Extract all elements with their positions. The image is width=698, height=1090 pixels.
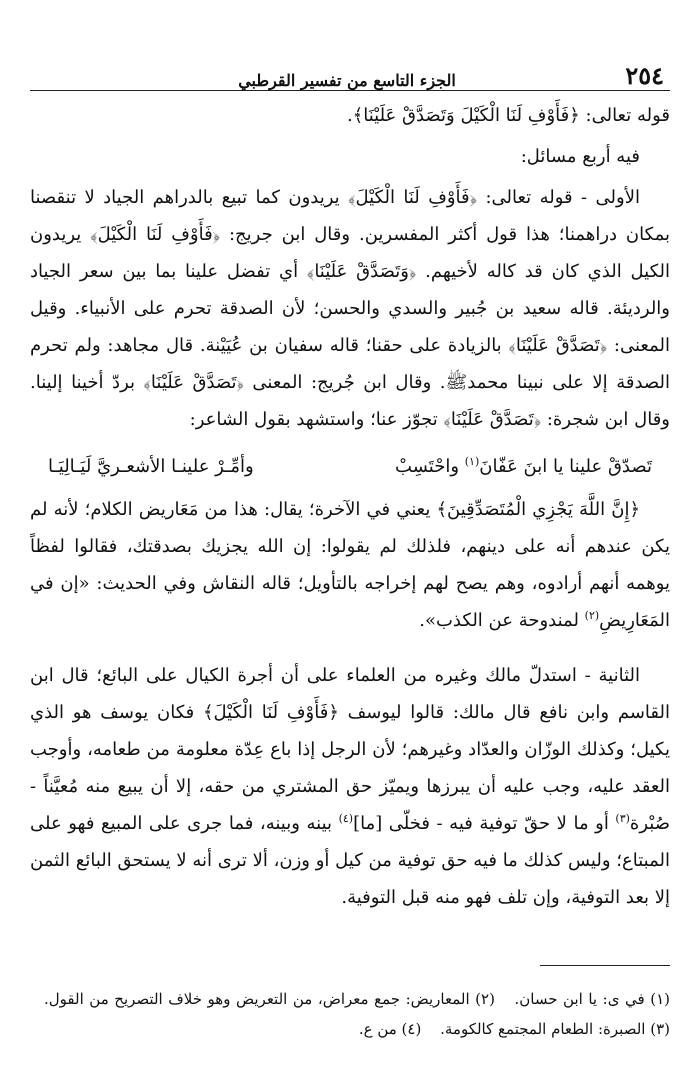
- main-text: [30, 97, 670, 916]
- verse-first-hemistich-text: تَصدّقْ علينا يا ابنَ عَفّانَ: [479, 456, 652, 477]
- issue-two-text-a: الثانية - استدلّ مالك وغيره من العلماء على أن أجرة الكيال على البائع؛ قال ابن القاسم وابن نافع قال مالك: قالوا ليوسف ﴿فَأَوْفِ لَنَا الْكَيْلَ﴾ فكان يوسف هو الذي يكيل؛ وكذلك الوزّان والعدّاد وغيرهم؛ لأن الرجل إذا باع عِدّة معلومة من طعامه، وأوجب العقد عليه، وجب عليه أن يبرزها ويميّز حق المشتري من حقه، إلا أن يبيع منه مُعيَّناً - صُبْرة: [30, 665, 670, 834]
- issue-two-paragraph: [30, 657, 670, 916]
- footnote-3: (٣) الصبرة: الطعام المجتمع كالكومة.: [440, 1020, 670, 1038]
- verse-second-hemistich: وأمِّـرْ علينـا الأشعـريَّ لَيَـالِيَـا: [48, 456, 254, 477]
- footnote-marker-4: (٤): [338, 812, 354, 825]
- footnote-lines: [30, 984, 670, 1044]
- page-header: [30, 50, 670, 91]
- footnote-divider: [540, 965, 670, 966]
- footnote-4: (٤) من ع.: [358, 1020, 422, 1038]
- poetry-verse: [30, 442, 670, 491]
- footnote-marker-3: (٣): [615, 812, 630, 825]
- footnote-marker-1: (١): [464, 455, 480, 468]
- footnote-2: (٢) المعاريض: جمع معراض، من التعريض وهو خلاف التصريح من القول.: [44, 990, 495, 1008]
- verse-heading-paragraph: قوله تعالى: ﴿فَأَوْفِ لَنَا الْكَيْلَ وَتَصَدَّقْ عَلَيْنَا﴾.: [346, 105, 670, 126]
- paragraph-spacer: [30, 643, 670, 657]
- footnotes-section: [30, 965, 670, 1044]
- footnote-1: (١) في ى: يا ابن حسان.: [514, 990, 670, 1008]
- interpretation-text-end: لمندوحة عن الكذب».: [419, 610, 585, 631]
- book-page: [30, 50, 670, 1080]
- issue-two-text-c: بينه وبينه، فما جرى على المبيع فهو على المبتاع؛ وليس كذلك ما فيه حق توفية من كيل أو وزن، ألا ترى أنه لا يستحق البائع الثمن إلا بعد التوفية، وإن تلف فهو منه قبل التوفية.: [30, 813, 670, 908]
- interpretation-text: ﴿إِنَّ اللَّهَ يَجْزِي الْمُتَصَدِّقِينَ﴾ يعني في الآخرة؛ يقال: هذا من مَعَاريض الكلام؛ لأنه لم يكن عندهم أنه على دينهم، فلذلك لم يقولوا: إن الله يجزيك بصدقتك، فقالوا لفظاً يوهمه أنهم أرادوه، وهم يصح لهم إخراجه بالتأويل؛ قاله النقاش وفي الحديث: «إن في المَعَارِيضِ: [30, 499, 670, 631]
- issue-two-text-b: أو ما لا حقّ توفية فيه - فخلّى [ما]: [353, 813, 616, 834]
- verse-first-hemistich-end: واحْتَسِبْ: [395, 456, 465, 477]
- verse-first-hemistich: [395, 448, 652, 485]
- issue-one-paragraph: الأولى - قوله تعالى: ﴿فَأَوْفِ لَنَا الْكَيْلَ﴾ يريدون كما تبيع بالدراهم الجياد لا تنقصنا بمكان دراهمنا؛ هذا قول أكثر المفسرين. وقال ابن جريج: ﴿فَأَوْفِ لَنَا الْكَيْلَ﴾ يريدون الكيل الذي كان قد كاله لأخيهم. ﴿وَتَصَدَّقْ عَلَيْنَا﴾ أي تفضل علينا بما بين سعر الجياد والرديئة. قاله سعيد بن جُبير والسدي والحسن؛ لأن الصدقة تحرم على الأنبياء. وقيل المعنى: ﴿تَصَدَّقْ عَلَيْنَا﴾ بالزيادة على حقنا؛ قاله سفيان بن عُيَيْنة. قال مجاهد: ولم تحرم الصدقة إلا على نبينا محمدﷺ. وقال ابن جُريج: المعنى ﴿تَصَدَّقْ عَلَيْنَا﴾ بردّ أخينا إلينا. وقال ابن شجرة: ﴿تَصَدَّقْ عَلَيْنَا﴾ تجوّز عنا؛ واستشهد بقول الشاعر:: [30, 187, 670, 430]
- issues-intro: فيه أربع مسائل:: [520, 146, 640, 167]
- page-number: ٢٥٤: [625, 61, 664, 90]
- footnote-marker-2: (٢): [584, 609, 600, 622]
- running-title: الجزء التاسع من تفسير القرطبي: [238, 71, 456, 90]
- quran-interpretation-paragraph: [30, 491, 670, 639]
